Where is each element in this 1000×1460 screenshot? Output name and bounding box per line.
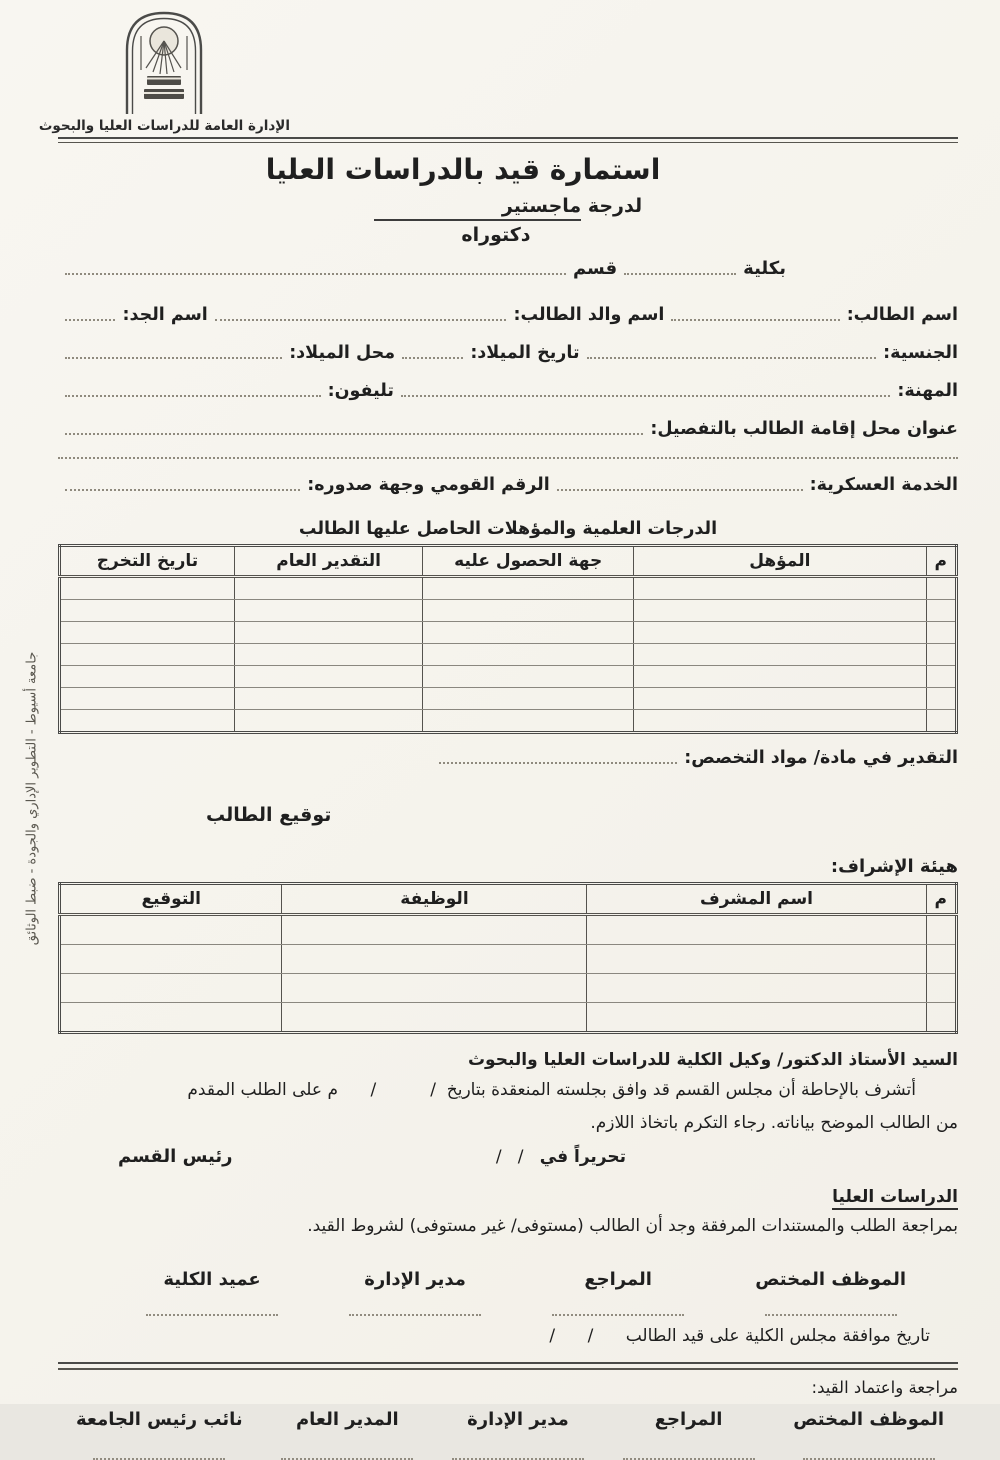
signature-line	[281, 1430, 413, 1460]
degree-line	[58, 195, 958, 217]
name-row	[58, 305, 958, 325]
military-row	[58, 475, 958, 495]
degree-master-label: ماجستير	[374, 195, 581, 221]
specialization-grade-fill	[439, 752, 677, 764]
dept-approval-line1-text: أتشرف بالإحاطة أن مجلس القسم قد وافق بجلسته المنعقدة بتاريخ	[446, 1080, 916, 1100]
supervision-label: هيئة الإشراف:	[830, 856, 958, 877]
table-row	[60, 644, 957, 666]
table-row	[60, 577, 957, 600]
council-date-slashes: / /	[549, 1326, 626, 1347]
signer-dean	[146, 1269, 278, 1316]
qual-col-num: م	[926, 546, 956, 577]
empty-cell	[587, 1003, 926, 1033]
table-row	[60, 600, 957, 622]
birth-place-fill	[65, 347, 282, 359]
profession-fill	[401, 385, 890, 397]
empty-cell	[926, 622, 956, 644]
qual-col-qualification: المؤهل	[634, 546, 926, 577]
empty-cell	[926, 945, 956, 974]
written-on-row	[58, 1146, 958, 1167]
degree-doctorate-label: دكتوراه	[461, 224, 531, 246]
address-continued-row	[58, 447, 958, 463]
dept-approval-line2: من الطالب الموضح بياناته. رجاء التكرم باتخاذ اللازم.	[590, 1113, 958, 1134]
grandfather-name-label: اسم الجد:	[122, 305, 208, 325]
table-row	[60, 1003, 957, 1033]
department-label: قسم	[572, 258, 618, 279]
empty-cell	[234, 666, 422, 688]
university-signature-row	[58, 1409, 958, 1460]
signer-reviewer-final	[623, 1409, 755, 1460]
empty-cell	[634, 666, 926, 688]
empty-cell	[634, 622, 926, 644]
empty-cell	[234, 600, 422, 622]
empty-cell	[60, 577, 235, 600]
empty-cell	[282, 915, 587, 945]
empty-cell	[423, 622, 634, 644]
grandfather-name-fill	[65, 309, 115, 321]
empty-cell	[60, 666, 235, 688]
empty-cell	[423, 688, 634, 710]
empty-cell	[634, 644, 926, 666]
empty-cell	[926, 666, 956, 688]
nationality-label: الجنسية:	[883, 343, 958, 363]
birth-date-fill	[402, 347, 463, 359]
dept-head-signer-label: رئيس القسم	[118, 1145, 233, 1167]
military-service-label: الخدمة العسكرية:	[809, 475, 958, 495]
signature-line	[623, 1430, 755, 1460]
signer-officer-final-label: الموظف المختص	[793, 1409, 944, 1431]
signer-admin-director-final-label: مدير الإدارة	[467, 1409, 569, 1431]
university-emblem-icon	[120, 6, 208, 116]
student-name-label: اسم الطالب:	[846, 305, 958, 325]
department-fill-line	[65, 263, 566, 275]
empty-cell	[634, 688, 926, 710]
empty-cell	[634, 710, 926, 733]
empty-cell	[423, 666, 634, 688]
empty-cell	[926, 688, 956, 710]
sup-col-num: م	[926, 884, 956, 915]
empty-cell	[926, 644, 956, 666]
empty-cell	[634, 577, 926, 600]
council-date-label: تاريخ موافقة مجلس الكلية على قيد الطالب	[625, 1326, 930, 1347]
signature-line	[803, 1430, 935, 1460]
section-divider	[58, 1362, 958, 1370]
empty-cell	[60, 600, 235, 622]
empty-cell	[926, 1003, 956, 1033]
written-on-date: / /	[495, 1146, 540, 1167]
national-id-fill	[65, 479, 300, 491]
table-row	[60, 622, 957, 644]
address-fill	[65, 423, 643, 435]
empty-cell	[234, 644, 422, 666]
supervision-header-row	[60, 884, 957, 915]
signer-reviewer-final-label: المراجع	[654, 1409, 723, 1431]
empty-cell	[423, 600, 634, 622]
qualifications-header-row	[60, 546, 957, 577]
signature-line	[765, 1290, 897, 1316]
table-row	[60, 915, 957, 945]
birth-date-label: تاريخ الميلاد:	[470, 343, 580, 363]
vice-dean-heading: السيد الأستاذ الدكتور/ وكيل الكلية للدراسات العليا والبحوث	[467, 1050, 958, 1070]
qual-col-grade: التقدير العام	[234, 546, 422, 577]
table-row	[60, 945, 957, 974]
empty-cell	[60, 688, 235, 710]
phone-fill	[65, 385, 321, 397]
qual-col-grad-date: تاريخ التخرج	[60, 546, 235, 577]
table-row	[60, 710, 957, 733]
empty-cell	[587, 945, 926, 974]
nationality-fill	[587, 347, 877, 359]
empty-cell	[282, 974, 587, 1003]
signature-line	[452, 1430, 584, 1460]
written-on-text: تحريراً في	[539, 1146, 626, 1167]
signer-officer-final	[793, 1409, 944, 1460]
empty-cell	[60, 945, 282, 974]
empty-cell	[60, 644, 235, 666]
sup-col-position: الوظيفة	[282, 884, 587, 915]
review-line: بمراجعة الطلب والمستندات المرفقة وجد أن الطالب (مستوفى/ غير مستوفى) لشروط القيد.	[307, 1215, 958, 1236]
signer-officer-label: الموظف المختص	[755, 1269, 906, 1291]
empty-cell	[423, 644, 634, 666]
sup-col-name: اسم المشرف	[587, 884, 926, 915]
header-emblem-block	[39, 6, 290, 134]
address-label: عنوان محل إقامة الطالب بالتفصيل:	[650, 419, 958, 439]
signer-admin-director-label: مدير الإدارة	[364, 1269, 466, 1291]
empty-cell	[60, 710, 235, 733]
military-service-fill	[557, 479, 803, 491]
table-row	[60, 688, 957, 710]
qualifications-table-title: الدرجات العلمية والمؤهلات الحاصل عليها الطالب	[298, 519, 718, 539]
signer-general-director-label: المدير العام	[295, 1409, 399, 1431]
supervision-table	[58, 882, 958, 1034]
empty-cell	[926, 974, 956, 1003]
specialization-grade-row	[58, 748, 958, 768]
birth-place-label: محل الميلاد:	[289, 343, 396, 363]
empty-cell	[282, 945, 587, 974]
dept-approval-date: / /	[338, 1080, 447, 1100]
qual-col-source: جهة الحصول عليه	[423, 546, 634, 577]
signer-admin-director-final	[452, 1409, 584, 1460]
council-date-row	[58, 1326, 958, 1346]
profession-label: المهنة:	[897, 381, 958, 401]
signer-vice-president-label: نائب رئيس الجامعة	[76, 1409, 243, 1431]
degree-prefix-label: لدرجة	[587, 195, 643, 217]
signature-line	[552, 1290, 684, 1316]
national-id-label: الرقم القومي وجهة صدوره:	[307, 475, 550, 495]
address-row	[58, 419, 958, 439]
empty-cell	[60, 974, 282, 1003]
signer-reviewer	[552, 1269, 684, 1316]
empty-cell	[60, 622, 235, 644]
table-row	[60, 974, 957, 1003]
college-label: بكلية	[743, 258, 786, 279]
empty-cell	[634, 600, 926, 622]
college-fill-line	[624, 263, 736, 275]
signer-dean-label: عميد الكلية	[163, 1269, 261, 1291]
birth-row	[58, 343, 958, 363]
college-row	[58, 258, 786, 279]
profession-row	[58, 381, 958, 401]
empty-cell	[234, 622, 422, 644]
empty-cell	[926, 577, 956, 600]
registration-approval-heading: مراجعة واعتماد القيد:	[811, 1378, 958, 1398]
signer-officer	[755, 1269, 906, 1316]
specialization-grade-label: التقدير في مادة/ مواد التخصص:	[684, 748, 958, 768]
empty-cell	[423, 577, 634, 600]
father-name-fill	[215, 309, 507, 321]
sup-col-signature: التوقيع	[60, 884, 282, 915]
empty-cell	[587, 915, 926, 945]
table-row	[60, 666, 957, 688]
form-title: استمارة قيد بالدراسات العليا	[265, 153, 661, 186]
signature-line	[93, 1430, 225, 1460]
grad-studies-heading: الدراسات العليا	[832, 1187, 958, 1210]
signer-admin-director	[349, 1269, 481, 1316]
empty-cell	[423, 710, 634, 733]
empty-cell	[234, 577, 422, 600]
written-on-label	[496, 1147, 626, 1167]
dept-approval-line1-tail: م على الطلب المقدم	[187, 1080, 339, 1100]
signer-vice-president	[76, 1409, 243, 1460]
empty-cell	[234, 710, 422, 733]
signature-line	[146, 1290, 278, 1316]
empty-cell	[282, 1003, 587, 1033]
dept-approval-line1	[58, 1077, 958, 1103]
student-name-fill	[671, 309, 839, 321]
document-control-side-note: جامعة أسيوط - التطوير الإداري والجودة - ضبط الوثائق	[24, 651, 40, 946]
header-divider	[58, 137, 958, 143]
empty-cell	[926, 710, 956, 733]
father-name-label: اسم والد الطالب:	[513, 305, 665, 325]
empty-cell	[587, 974, 926, 1003]
phone-label: تليفون:	[327, 381, 394, 401]
empty-cell	[234, 688, 422, 710]
signer-reviewer-label: المراجع	[584, 1269, 652, 1291]
empty-cell	[60, 915, 282, 945]
header-office-caption: الإدارة العامة للدراسات العليا والبحوث	[38, 118, 290, 134]
student-signature-label: توقيع الطالب	[206, 804, 332, 826]
signer-general-director	[281, 1409, 413, 1460]
page-header	[38, 6, 958, 134]
qualifications-table	[58, 544, 958, 734]
signature-line	[349, 1290, 481, 1316]
address-fill-line2	[58, 447, 958, 459]
college-signature-row	[58, 1269, 958, 1316]
empty-cell	[60, 1003, 282, 1033]
empty-cell	[926, 600, 956, 622]
empty-cell	[926, 915, 956, 945]
